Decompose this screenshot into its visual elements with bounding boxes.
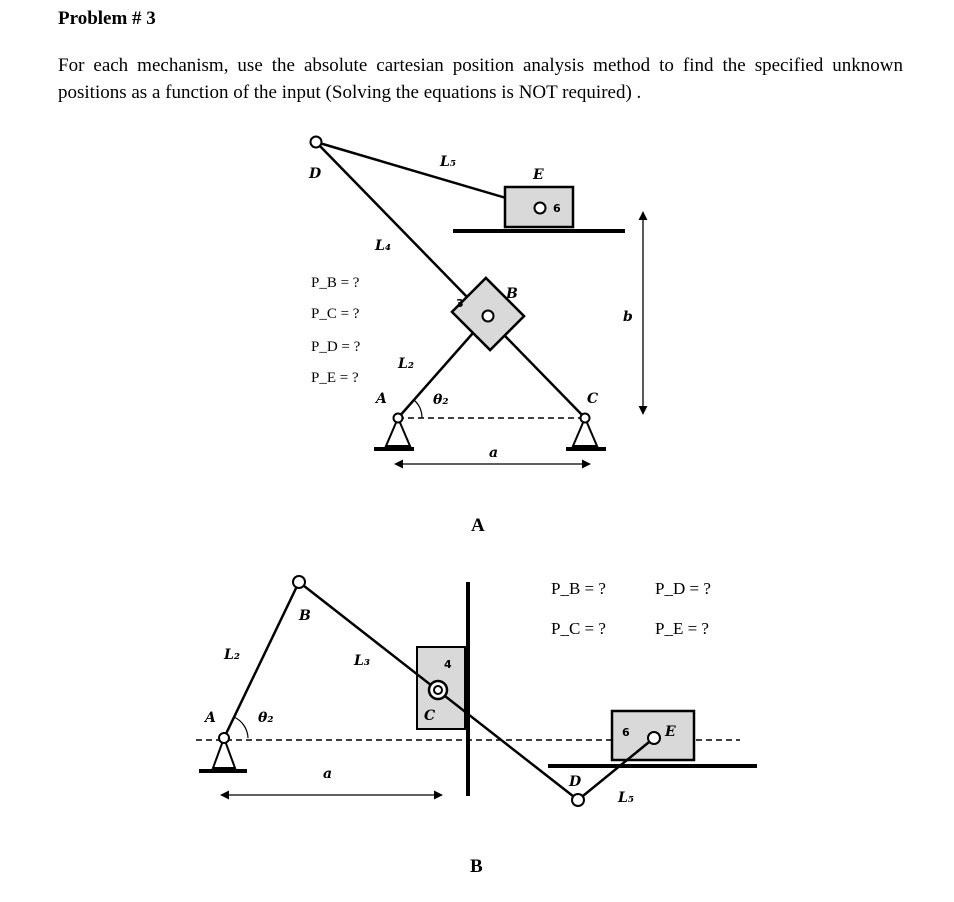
unknown-pe-b: P_E = ? [655,619,709,638]
unknown-pd: P_D = ? [311,339,361,355]
joint-d [311,137,322,148]
problem-statement: For each mechanism, use the absolute cartesian position analysis method to find the specified unknown positions as a function of the input (Solving the equations is NOT required) . [58,55,903,103]
joint-a [394,414,403,423]
joint-c-inner [434,686,442,694]
unknown-pd-b: P_D = ? [655,579,711,598]
label-a-b: A [205,710,216,726]
label-c: C [587,391,599,407]
unknown-pb: P_B = ? [311,275,360,291]
joint-e-b [648,732,660,744]
label-b-b: B [299,608,311,624]
label-l3-b: L₃ [354,653,370,669]
joint-d-b [572,794,584,806]
label-l2: L₂ [398,356,414,372]
unknown-pc: P_C = ? [311,306,360,322]
unknown-pb-b: P_B = ? [551,579,606,598]
joint-b [483,311,494,322]
ground-pivot-a [374,418,414,449]
label-l5: L₅ [440,154,456,170]
caption-b: B [470,856,483,877]
label-dim-a: a [489,445,499,461]
label-link-6-b: 6 [622,726,630,739]
problem-heading: Problem # 3 [58,8,156,29]
label-theta2: θ₂ [433,392,449,408]
label-l4: L₄ [375,238,391,254]
label-d: D [309,166,322,182]
label-link-6: 6 [553,202,561,215]
joint-e [535,203,546,214]
label-c-b: C [424,708,436,724]
joint-c [581,414,590,423]
label-theta2-b: θ₂ [258,710,274,726]
label-l2-b: L₂ [224,647,240,663]
label-d-b: D [569,774,582,790]
angle-arc-theta2 [414,400,422,418]
joint-a-b [219,733,229,743]
mechanism-b [196,576,757,877]
label-link-4: 4 [444,658,452,671]
label-dim-a-b: a [323,766,333,782]
caption-a: A [471,515,485,536]
label-l5-b: L₅ [618,790,634,806]
label-e-b: E [665,724,676,740]
label-b: B [506,286,518,302]
angle-arc-theta2-b [234,717,248,738]
label-dim-b: b [623,309,633,325]
joint-b-b [293,576,305,588]
unknown-pe: P_E = ? [311,370,359,386]
label-a: A [376,391,387,407]
label-link-3: 3 [456,297,464,310]
label-e: E [533,167,544,183]
mechanism-a [308,137,643,537]
unknown-pc-b: P_C = ? [551,619,606,638]
